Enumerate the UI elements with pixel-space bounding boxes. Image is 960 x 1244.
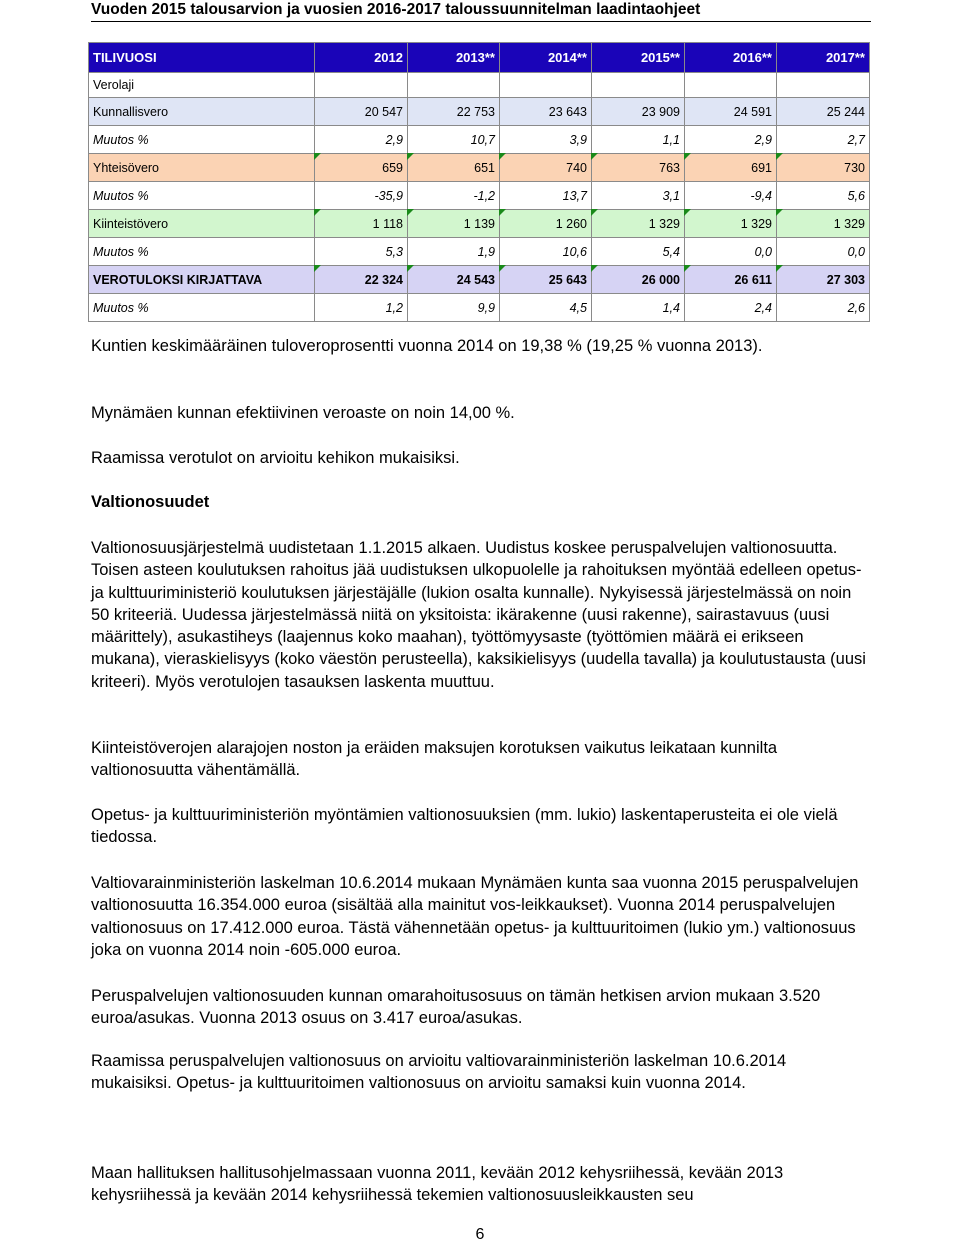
row-label: Kunnallisvero xyxy=(89,98,315,126)
table-cell: 22 324 xyxy=(315,266,408,294)
table-cell: 2,9 xyxy=(685,126,777,154)
table-cell: 24 591 xyxy=(685,98,777,126)
table-cell: 3,9 xyxy=(500,126,592,154)
table-cell: 1,9 xyxy=(408,238,500,266)
section-heading-valtionosuudet: Valtionosuudet xyxy=(91,493,210,511)
subheader-cell: Verolaji xyxy=(89,73,315,98)
paragraph-tax-rate: Kuntien keskimääräinen tuloveroprosentti vuonna 2014 on 19,38 % (19,25 % vuonna 2013). xyxy=(91,337,763,355)
table-cell: 659 xyxy=(315,154,408,182)
comment-marker-icon xyxy=(776,265,783,272)
comment-marker-icon xyxy=(776,209,783,216)
table-cell: 2,6 xyxy=(777,294,870,322)
table-cell: 2,9 xyxy=(315,126,408,154)
paragraph-reform: Valtionosuusjärjestelmä uudistetaan 1.1.2015 alkaen. Uudistus koskee peruspalvelujen valtionosuutta. Toisen asteen koulutuksen rahoitus jää uudistuksen ulkopuolelle ja rahoituksen myöntää edelleen opetus- ja kulttuuriministeriö koulutuksen järjestäjälle (lukion osalta kunnalle). Nykyisessä järjestelmässä on noin 50 kriteeriä. Uudessa järjestelmässä niitä on yksitoista: ikärakenne (uusi rakenne), sairastavuus (uusi määrittely), asukastiheys (laajennus koko maahan), työttömyysaste (työttömien määrä ei erikseen mukana), vieraskielisyys (koko väestön perusteella), kaksikielisyys (uudella tavalla) ja koulutustausta (uusi kriteeri). Myös verotulojen tasauksen laskenta muuttuu. xyxy=(91,539,866,691)
table-cell: 22 753 xyxy=(408,98,500,126)
table-header-row xyxy=(89,43,870,73)
table-cell: 23 643 xyxy=(500,98,592,126)
table-cell: 763 xyxy=(592,154,685,182)
table-cell: 26 000 xyxy=(592,266,685,294)
header-cell: 2012 xyxy=(315,43,408,73)
row-label: Muutos % xyxy=(89,294,315,322)
table-cell: 0,0 xyxy=(777,238,870,266)
table-cell: 1,4 xyxy=(592,294,685,322)
table-row xyxy=(89,294,870,322)
paragraph-property-tax: Kiinteistöverojen alarajojen noston ja eräiden maksujen korotuksen vaikutus leikataan kunnilta valtionosuutta vähentämällä. xyxy=(91,739,778,780)
row-label: VEROTULOKSI KIRJATTAVA xyxy=(89,266,315,294)
table-cell: 691 xyxy=(685,154,777,182)
table-row xyxy=(89,98,870,126)
paragraph-framework-estimate: Raamissa peruspalvelujen valtionosuus on arvioitu valtiovarainministeriön laskelman 10.6.2014 mukaisiksi. Opetus- ja kulttuuritoimen valtionosuus on arvioitu samaksi kuin vuonna 2014. xyxy=(91,1052,787,1093)
comment-marker-icon xyxy=(684,153,691,160)
table-cell: 25 244 xyxy=(777,98,870,126)
paragraph-finance-ministry: Valtiovarainministeriön laskelman 10.6.2014 mukaan Mynämäen kunta saa vuonna 2015 peruspalvelujen valtionosuutta 16.354.000 euroa (sisältää alla mainitut vos-leikkaukset). Vuonna 2014 peruspalvelujen valtionosuus on 17.412.000 euroa. Tästä vähennetään opetus- ja kulttuuritoimen (lukio ym.) valtionosuus joka on vuonna 2014 noin -605.000 euroa. xyxy=(91,874,859,959)
comment-marker-icon xyxy=(684,265,691,272)
table-cell: 730 xyxy=(777,154,870,182)
table-cell: 740 xyxy=(500,154,592,182)
table-cell: 3,1 xyxy=(592,182,685,210)
table-row xyxy=(89,210,870,238)
table-cell: 20 547 xyxy=(315,98,408,126)
row-label: Kiinteistövero xyxy=(89,210,315,238)
comment-marker-icon xyxy=(407,209,414,216)
table-row xyxy=(89,154,870,182)
paragraph-government-cuts: Maan hallituksen hallitusohjelmassaan vuonna 2011, kevään 2012 kehysriihessä, kevään 2013 kehysriihessä ja kevään 2014 kehysriihessä tekemien valtionosuusleikkausten seu xyxy=(91,1164,784,1205)
table-cell: 1 139 xyxy=(408,210,500,238)
table-cell: 5,6 xyxy=(777,182,870,210)
table-cell: 1 329 xyxy=(685,210,777,238)
row-label: Muutos % xyxy=(89,182,315,210)
table-cell: 13,7 xyxy=(500,182,592,210)
comment-marker-icon xyxy=(499,265,506,272)
paragraph-effective-rate: Mynämäen kunnan efektiivinen veroaste on noin 14,00 %. xyxy=(91,404,515,422)
comment-marker-icon xyxy=(314,265,321,272)
table-cell: -9,4 xyxy=(685,182,777,210)
comment-marker-icon xyxy=(591,153,598,160)
comment-marker-icon xyxy=(314,153,321,160)
table-cell: 1 118 xyxy=(315,210,408,238)
row-label: Muutos % xyxy=(89,126,315,154)
table-cell: 1,1 xyxy=(592,126,685,154)
table-cell: 26 611 xyxy=(685,266,777,294)
table-cell: 651 xyxy=(408,154,500,182)
paragraph-self-financing: Peruspalvelujen valtionosuuden kunnan omarahoitusosuus on tämän hetkisen arvion mukaan 3.520 euroa/asukas. Vuonna 2013 osuus on 3.417 euroa/asukas. xyxy=(91,987,821,1028)
table-cell: -35,9 xyxy=(315,182,408,210)
table-cell: 0,0 xyxy=(685,238,777,266)
paragraph-education-ministry: Opetus- ja kulttuuriministeriön myöntämien valtionosuuksien (mm. lukio) laskentaperusteita ei ole vielä tiedossa. xyxy=(91,806,838,847)
document-header: Vuoden 2015 talousarvion ja vuosien 2016-2017 taloussuunnitelman laadintaohjeet xyxy=(91,1,701,18)
comment-marker-icon xyxy=(591,209,598,216)
table-row xyxy=(89,182,870,210)
comment-marker-icon xyxy=(314,209,321,216)
table-cell: 1,2 xyxy=(315,294,408,322)
table-cell: 27 303 xyxy=(777,266,870,294)
table-subheader-row xyxy=(89,73,870,98)
comment-marker-icon xyxy=(407,265,414,272)
page-number: 6 xyxy=(475,1226,485,1243)
table-cell: 25 643 xyxy=(500,266,592,294)
table-cell: 2,4 xyxy=(685,294,777,322)
comment-marker-icon xyxy=(407,153,414,160)
table-cell: 1 329 xyxy=(777,210,870,238)
table-cell: 24 543 xyxy=(408,266,500,294)
paragraph-framework: Raamissa verotulot on arvioitu kehikon mukaisiksi. xyxy=(91,449,460,467)
header-cell: 2015** xyxy=(592,43,685,73)
table-cell: 1 260 xyxy=(500,210,592,238)
table-cell: -1,2 xyxy=(408,182,500,210)
table-cell: 10,7 xyxy=(408,126,500,154)
row-label: Muutos % xyxy=(89,238,315,266)
table-row xyxy=(89,126,870,154)
table-row xyxy=(89,266,870,294)
header-cell: 2017** xyxy=(777,43,870,73)
table-cell: 1 329 xyxy=(592,210,685,238)
table-cell: 5,3 xyxy=(315,238,408,266)
table-cell: 2,7 xyxy=(777,126,870,154)
header-cell: 2016** xyxy=(685,43,777,73)
header-cell: 2013** xyxy=(408,43,500,73)
header-cell: 2014** xyxy=(500,43,592,73)
header-cell: TILIVUOSI xyxy=(89,43,315,73)
table-cell: 9,9 xyxy=(408,294,500,322)
comment-marker-icon xyxy=(499,209,506,216)
table-cell: 10,6 xyxy=(500,238,592,266)
table-cell: 23 909 xyxy=(592,98,685,126)
row-label: Yhteisövero xyxy=(89,154,315,182)
comment-marker-icon xyxy=(499,153,506,160)
comment-marker-icon xyxy=(591,265,598,272)
comment-marker-icon xyxy=(684,209,691,216)
table-cell: 5,4 xyxy=(592,238,685,266)
table-cell: 4,5 xyxy=(500,294,592,322)
header-rule xyxy=(91,21,871,22)
tax-revenue-table xyxy=(88,42,870,322)
comment-marker-icon xyxy=(776,153,783,160)
table-row xyxy=(89,238,870,266)
